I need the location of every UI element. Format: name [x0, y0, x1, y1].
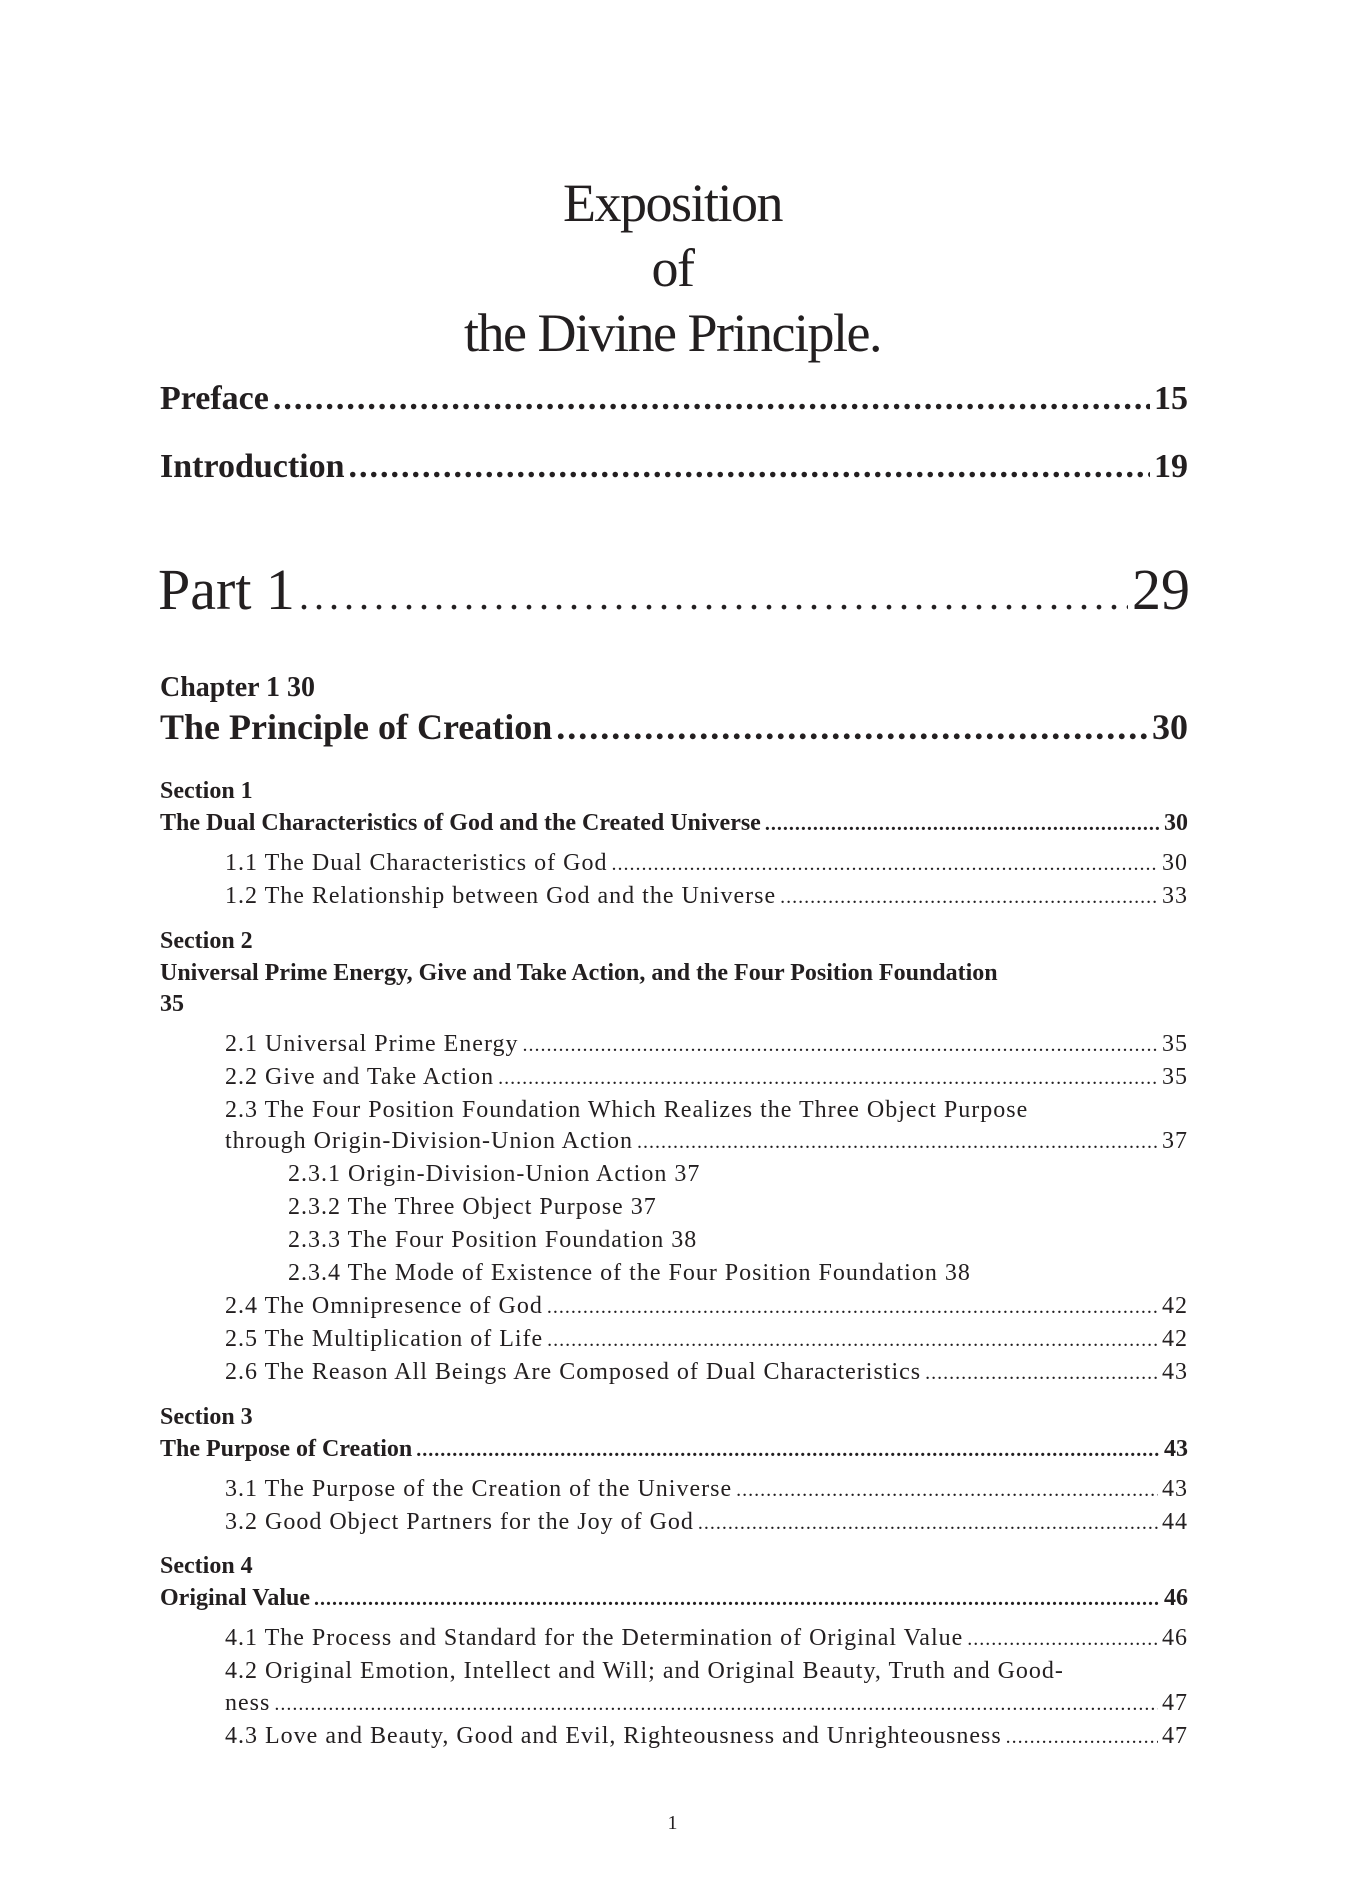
- toc-page-number: 47: [1162, 1723, 1188, 1749]
- toc-entry-section-2-page: 35: [160, 991, 184, 1017]
- page-number-footer: 1: [667, 1812, 678, 1834]
- toc-page-number: 44: [1162, 1509, 1188, 1535]
- leader-dots: [698, 1512, 1158, 1535]
- toc-entry-label: 2.6 The Reason All Beings Are Composed of Dual Characteristics: [225, 1359, 922, 1385]
- toc-entry-2-2[interactable]: [225, 1064, 1188, 1091]
- toc-entry-2-4[interactable]: [225, 1293, 1188, 1320]
- leader-dots: [273, 380, 1150, 418]
- toc-page-number: 29: [1132, 557, 1190, 622]
- toc-page-number: 47: [1162, 1690, 1188, 1716]
- leader-dots: [1006, 1726, 1158, 1749]
- toc-entry-label: 4.1 The Process and Standard for the Determination of Original Value: [225, 1625, 964, 1651]
- toc-page-number: 15: [1154, 380, 1188, 417]
- toc-entry-introduction[interactable]: [160, 448, 1188, 486]
- leader-dots: [611, 853, 1158, 876]
- section-4-label: Section 4: [160, 1553, 253, 1579]
- toc-entry-2-3-1[interactable]: 2.3.1 Origin-Division-Union Action 37: [288, 1161, 701, 1187]
- section-3-label: Section 3: [160, 1404, 253, 1430]
- toc-page-number: 35: [1162, 1064, 1188, 1090]
- leader-dots: [556, 706, 1148, 748]
- toc-entry-label: through Origin-Division-Union Action: [225, 1128, 633, 1154]
- toc-entry-4-1[interactable]: [225, 1625, 1188, 1652]
- chapter-label: Chapter 1 30: [160, 672, 316, 703]
- toc-entry-section-2-title[interactable]: Universal Prime Energy, Give and Take Action, and the Four Position Foundation: [160, 960, 998, 986]
- toc-entry-1-2[interactable]: [225, 883, 1188, 910]
- toc-entry-label: 2.1 Universal Prime Energy: [225, 1031, 519, 1057]
- toc-page-number: 43: [1162, 1476, 1188, 1502]
- toc-page-number: 42: [1162, 1326, 1188, 1352]
- leader-dots: [523, 1034, 1158, 1057]
- book-title-line-1: Exposition: [562, 173, 782, 233]
- toc-entry-2-3[interactable]: [225, 1128, 1188, 1155]
- section-2-label: Section 2: [160, 928, 253, 954]
- book-title-line-2: of: [651, 238, 694, 298]
- toc-entry-section-3[interactable]: [160, 1436, 1188, 1463]
- leader-dots: [416, 1439, 1160, 1462]
- leader-dots: [780, 886, 1158, 909]
- toc-entry-preface[interactable]: [160, 380, 1188, 418]
- leader-dots: [349, 448, 1150, 486]
- toc-entry-label: 3.2 Good Object Partners for the Joy of God: [225, 1509, 694, 1535]
- toc-entry-label: The Principle of Creation: [160, 707, 553, 747]
- toc-entry-2-3-4[interactable]: 2.3.4 The Mode of Existence of the Four Position Foundation 38: [288, 1260, 971, 1286]
- toc-page-number: 19: [1154, 448, 1188, 485]
- toc-entry-2-3-2[interactable]: 2.3.2 The Three Object Purpose 37: [288, 1194, 657, 1220]
- toc-entry-chapter-1[interactable]: [160, 706, 1188, 748]
- toc-entry-section-1[interactable]: [160, 810, 1188, 837]
- section-1-label: Section 1: [160, 778, 253, 804]
- toc-page-number: 30: [1164, 810, 1188, 836]
- toc-page-number: 30: [1162, 850, 1188, 876]
- leader-dots: [314, 1588, 1160, 1611]
- toc-entry-2-5[interactable]: [225, 1326, 1188, 1353]
- toc-entry-4-2-line-1[interactable]: 4.2 Original Emotion, Intellect and Will; and Original Beauty, Truth and Good-: [225, 1658, 1064, 1684]
- toc-page-number: 37: [1162, 1128, 1188, 1154]
- toc-entry-label: 2.5 The Multiplication of Life: [225, 1326, 544, 1352]
- toc-entry-label: Introduction: [160, 448, 345, 485]
- toc-page-number: 43: [1162, 1359, 1188, 1385]
- toc-page-number: 46: [1162, 1625, 1188, 1651]
- toc-entry-2-6[interactable]: [225, 1359, 1188, 1386]
- toc-page-number: 30: [1152, 707, 1188, 747]
- toc-page-number: 46: [1164, 1585, 1188, 1611]
- toc-entry-4-2[interactable]: [225, 1690, 1188, 1717]
- leader-dots: [498, 1067, 1158, 1090]
- leader-dots: [765, 813, 1160, 836]
- toc-page-number: 43: [1164, 1436, 1188, 1462]
- toc-entry-label: 1.1 The Dual Characteristics of God: [225, 850, 608, 876]
- toc-page-number: 33: [1162, 883, 1188, 909]
- toc-entry-1-1[interactable]: [225, 850, 1188, 877]
- toc-entry-2-3-line-1[interactable]: 2.3 The Four Position Foundation Which Realizes the Three Object Purpose: [225, 1097, 1029, 1123]
- toc-entry-3-1[interactable]: [225, 1476, 1188, 1503]
- leader-dots: [547, 1329, 1158, 1352]
- toc-entry-2-1[interactable]: [225, 1031, 1188, 1058]
- leader-dots: [967, 1628, 1158, 1651]
- leader-dots: [547, 1296, 1158, 1319]
- toc-entry-label: 3.1 The Purpose of the Creation of the Universe: [225, 1476, 733, 1502]
- book-title-line-3: the Divine Principle.: [464, 303, 881, 363]
- toc-entry-label: ness: [225, 1690, 271, 1716]
- toc-entry-label: 2.2 Give and Take Action: [225, 1064, 495, 1090]
- toc-entry-label: Preface: [160, 380, 269, 417]
- toc-entry-2-3-3[interactable]: 2.3.3 The Four Position Foundation 38: [288, 1227, 698, 1253]
- toc-page-number: 42: [1162, 1293, 1188, 1319]
- leader-dots: [274, 1693, 1158, 1716]
- toc-entry-part-1[interactable]: [158, 556, 1190, 623]
- toc-entry-label: The Purpose of Creation: [160, 1436, 413, 1462]
- leader-dots: [299, 572, 1128, 619]
- toc-entry-label: Part 1: [158, 557, 295, 622]
- toc-entry-3-2[interactable]: [225, 1509, 1188, 1536]
- toc-entry-label: 2.4 The Omnipresence of God: [225, 1293, 543, 1319]
- toc-entry-section-4[interactable]: [160, 1585, 1188, 1612]
- toc-page-number: 35: [1162, 1031, 1188, 1057]
- leader-dots: [736, 1479, 1158, 1502]
- leader-dots: [925, 1362, 1158, 1385]
- toc-entry-label: 1.2 The Relationship between God and the Universe: [225, 883, 777, 909]
- leader-dots: [637, 1131, 1158, 1154]
- toc-entry-label: The Dual Characteristics of God and the Created Universe: [160, 810, 761, 836]
- toc-entry-label: 4.3 Love and Beauty, Good and Evil, Righteousness and Unrighteousness: [225, 1723, 1002, 1749]
- toc-entry-label: Original Value: [160, 1585, 311, 1611]
- toc-entry-4-3[interactable]: [225, 1723, 1188, 1750]
